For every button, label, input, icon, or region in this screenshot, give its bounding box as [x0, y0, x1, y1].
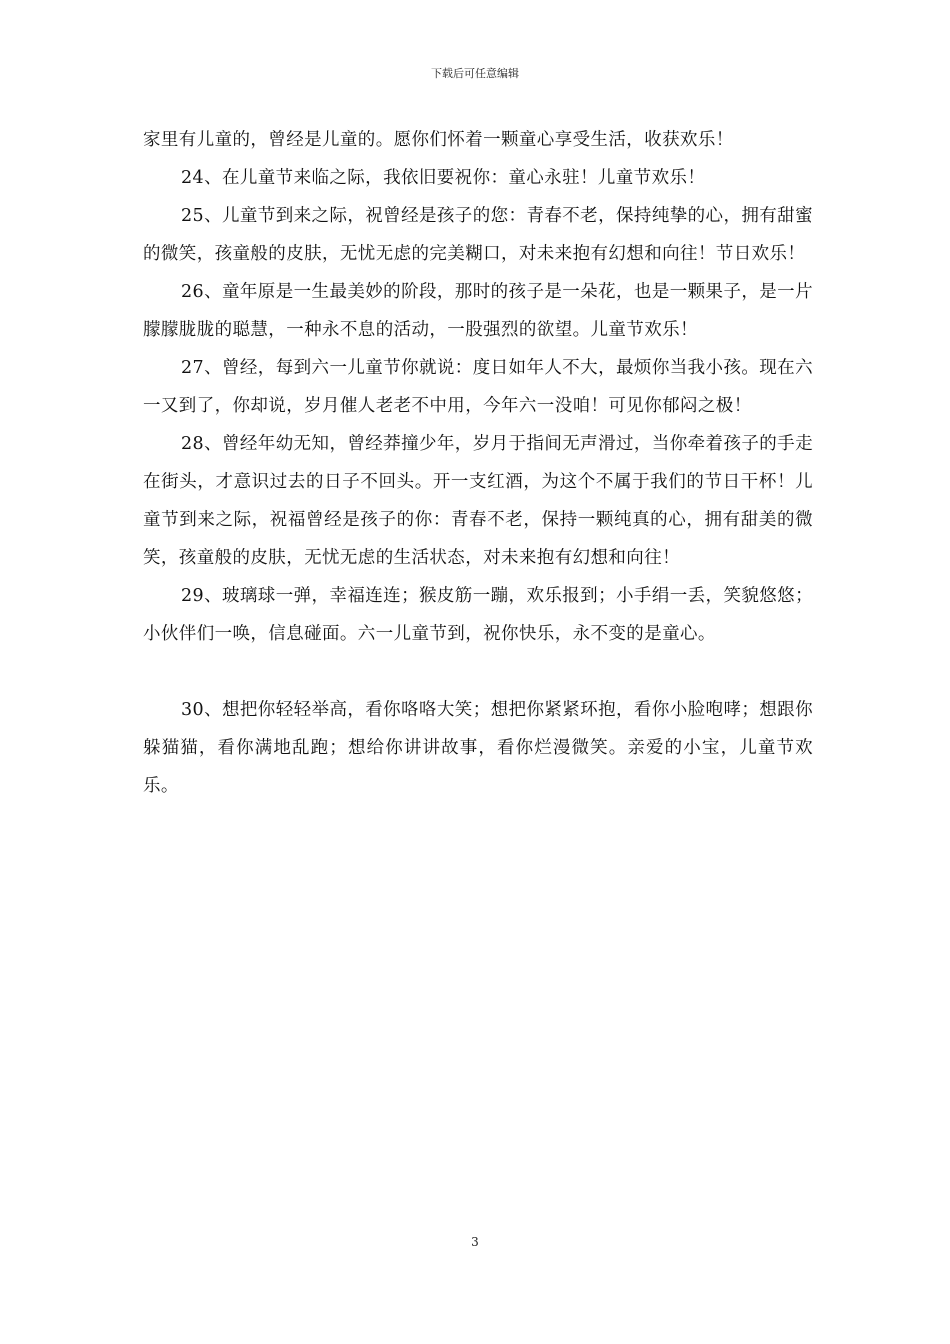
paragraph-item-24: 24、在儿童节来临之际，我依旧要祝你：童心永驻！儿童节欢乐！	[181, 168, 706, 188]
paragraph-item-27: 27、曾经，每到六一儿童节你就说：度日如年人不大，最烦你当我小孩。现在六一又到了，你却说，岁月催人老老不中用，今年六一没咱！可见你郁闷之极！	[143, 358, 813, 416]
paragraph-item-29: 29、玻璃球一弹，幸福连连；猴皮筋一蹦，欢乐报到；小手绢一丢，笑貌悠悠；小伙伴们一唤，信息碰面。六一儿童节到，祝你快乐，永不变的是童心。	[143, 586, 813, 644]
paragraph-item-25: 25、儿童节到来之际，祝曾经是孩子的您：青春不老，保持纯挚的心，拥有甜蜜的微笑，孩童般的皮肤，无忧无虑的完美糊口，对未来抱有幻想和向往！节日欢乐！	[143, 206, 813, 264]
page-number: 3	[471, 1235, 479, 1249]
page-header: 下载后可任意编辑	[431, 67, 519, 80]
document-body	[143, 121, 813, 805]
paragraph-item-26: 26、童年原是一生最美妙的阶段，那时的孩子是一朵花，也是一颗果子，是一片朦朦胧胧的聪慧，一种永不息的活动，一股强烈的欲望。儿童节欢乐！	[143, 282, 813, 340]
paragraph-item-30: 30、想把你轻轻举高，看你咯咯大笑；想把你紧紧环抱，看你小脸咆哮；想跟你躲猫猫，看你满地乱跑；想给你讲讲故事，看你烂漫微笑。亲爱的小宝，儿童节欢乐。	[143, 700, 813, 796]
paragraph-spacer	[143, 653, 813, 691]
paragraph-item-28: 28、曾经年幼无知，曾经莽撞少年，岁月于指间无声滑过，当你牵着孩子的手走在街头，才意识过去的日子不回头。开一支红酒，为这个不属于我们的节日干杯！儿童节到来之际，祝福曾经是孩子的你：青春不老，保持一颗纯真的心，拥有甜美的微笑，孩童般的皮肤，无忧无虑的生活状态，对未来抱有幻想和向往！	[143, 434, 813, 568]
paragraph-continuation: 家里有儿童的，曾经是儿童的。愿你们怀着一颗童心享受生活，收获欢乐！	[143, 130, 734, 150]
